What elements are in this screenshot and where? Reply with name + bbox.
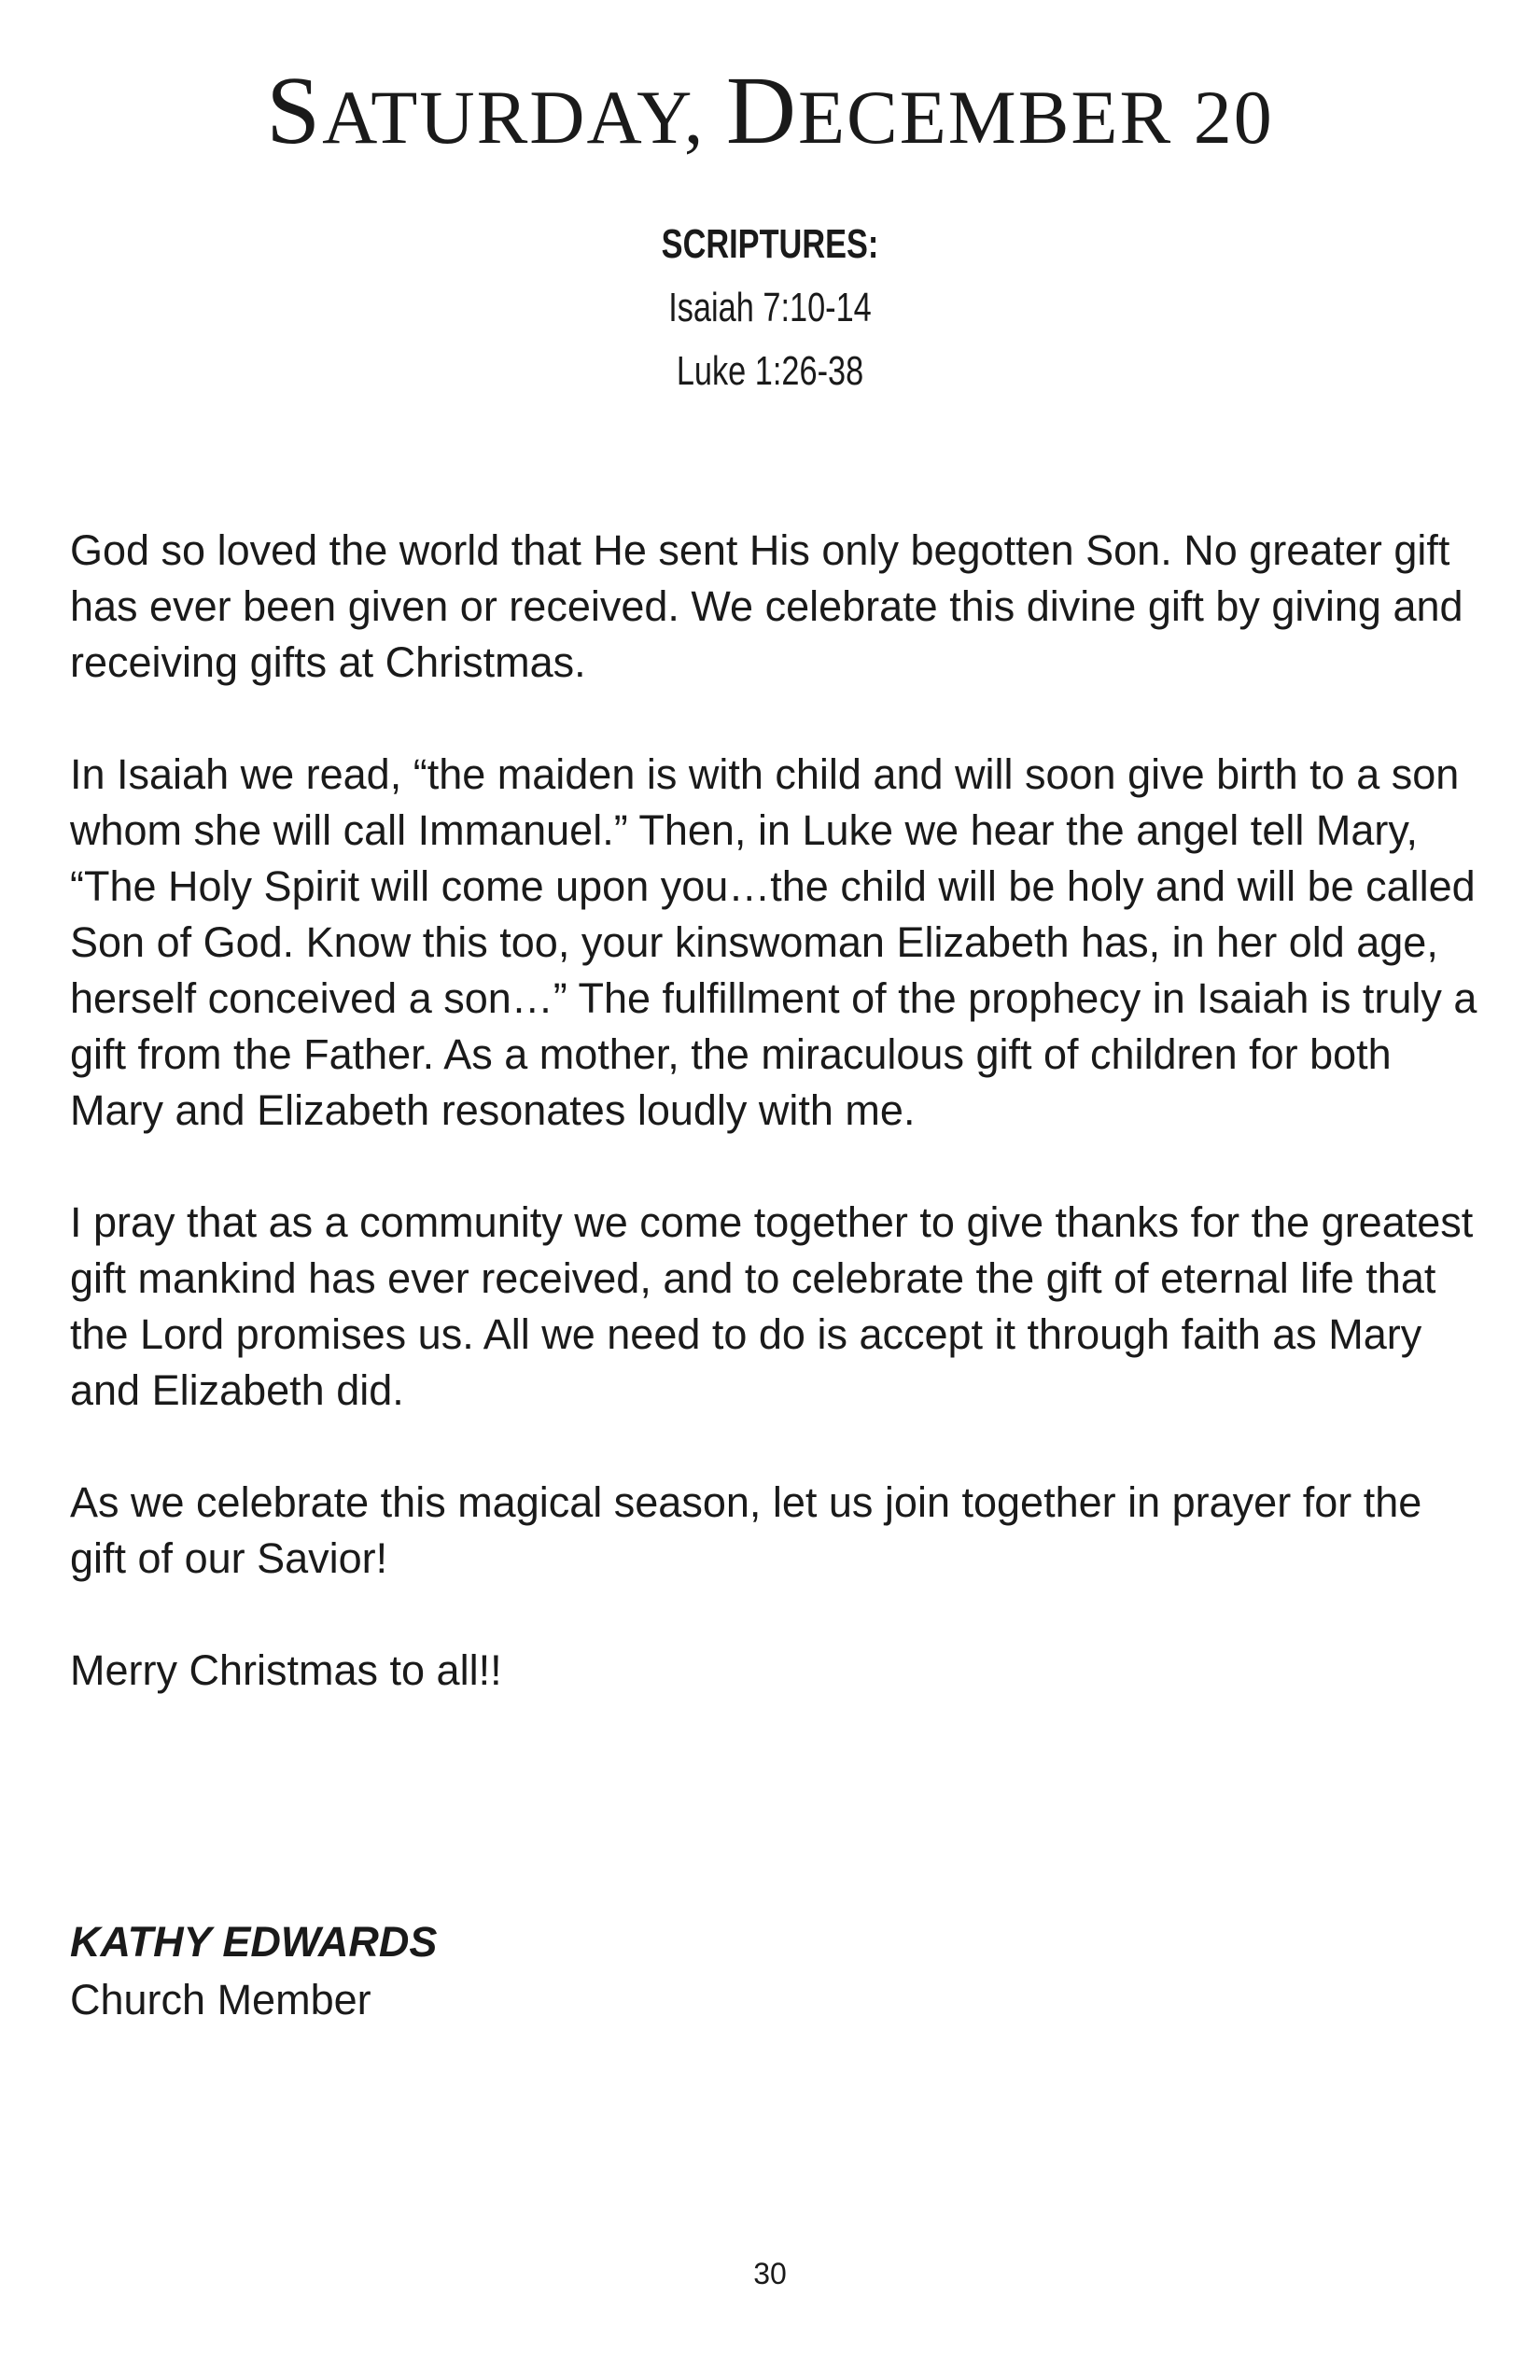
scriptures-block bbox=[170, 213, 1371, 403]
body-paragraph: In Isaiah we read, “the maiden is with child and will soon give birth to a son whom she will call Immanuel.” Then, in Luke we hear the angel tell Mary, “The Holy Spirit will come upon you…the child will be holy and will be called Son of God. Know this too, your kinswoman Elizabeth has, in her old age, herself conceived a son…” The fulfillment of the prophecy in Isaiah is truly a gift from the Father. As a mother, the miraculous gift of children for both Mary and Elizabeth resonates loudly with me. bbox=[70, 750, 1477, 1134]
scripture-ref: Luke 1:26-38 bbox=[676, 348, 864, 394]
page-title bbox=[0, 58, 1540, 164]
body-paragraph: God so loved the world that He sent His only begotten Son. No greater gift has ever been given or received. We celebrate this divine gift by giving and receiving gifts at Christmas. bbox=[70, 526, 1463, 686]
body-paragraph: I pray that as a community we come together to give thanks for the greatest gift mankind has ever received, and to celebrate the gift of eternal life that the Lord promises us. All we need to do is accept it through faith as Mary and Elizabeth did. bbox=[70, 1198, 1474, 1414]
title-initial: S bbox=[266, 57, 323, 164]
title-part-2: ECEMBER 20 bbox=[797, 75, 1274, 160]
devotional-body bbox=[70, 523, 1479, 1755]
scriptures-heading: SCRIPTURES: bbox=[661, 221, 879, 267]
scripture-ref: Isaiah 7:10-14 bbox=[668, 285, 872, 330]
body-paragraph: As we celebrate this magical season, let us join together in prayer for the gift of our Savior! bbox=[70, 1478, 1422, 1582]
title-part-1: ATURDAY, bbox=[322, 75, 726, 160]
body-paragraph: Merry Christmas to all!! bbox=[70, 1646, 502, 1694]
author-name: KATHY EDWARDS bbox=[70, 1918, 438, 1966]
author-role: Church Member bbox=[70, 1976, 371, 2023]
page-number: 30 bbox=[753, 2257, 787, 2290]
signature-block bbox=[70, 1913, 437, 2029]
title-initial-2: D bbox=[725, 57, 798, 164]
